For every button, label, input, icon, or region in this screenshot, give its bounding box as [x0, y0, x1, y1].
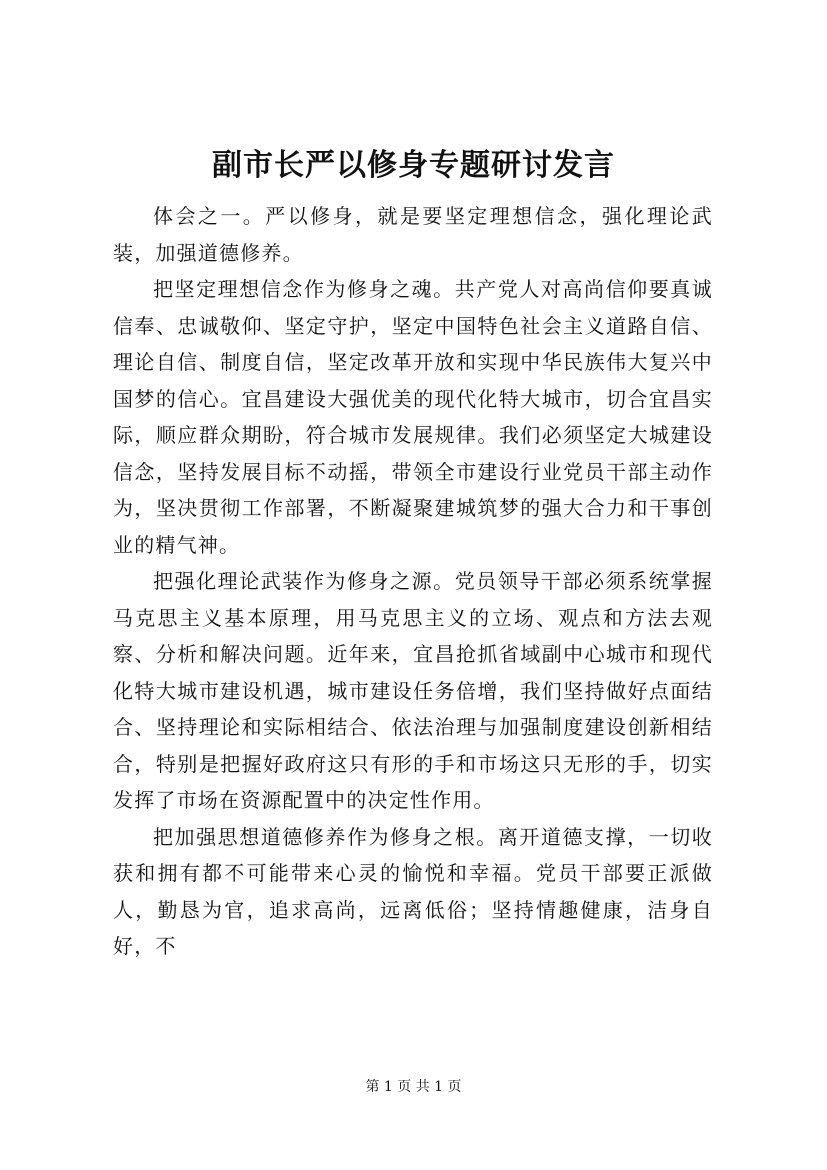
page-title: 副市长严以修身专题研讨发言: [212, 148, 615, 183]
paragraph-2: 把坚定理想信念作为修身之魂。共产党人对高尚信仰要真诚信奉、忠诚敬仰、坚定守护，坚定中国特色社会主义道路自信、理论自信、制度自信，坚定改革开放和实现中华民族伟大复兴中国梦的信心。宜昌建设大强优美的现代化特大城市，切合宜昌实际，顺应群众期盼，符合城市发展规律。我们必须坚定大城建设信念，坚持发展目标不动摇，带领全市建设行业党员干部主动作为，坚决贯彻工作部署，不断凝聚建城筑梦的强大合力和干事创业的精气神。: [113, 277, 713, 557]
paragraph-4: 把加强思想道德修养作为修身之根。离开道德支撑，一切收获和拥有都不可能带来心灵的愉悦和幸福。党员干部要正派做人，勤恳为官，追求高尚，远离低俗；坚持情趣健康，洁身自好，不: [113, 824, 713, 958]
document-body: [113, 198, 713, 965]
page-footer: 第 1 页 共 1 页: [365, 1079, 462, 1095]
paragraph-3: 把强化理论武装作为修身之源。党员领导干部必须系统掌握马克思主义基本原理，用马克思主义的立场、观点和方法去观察、分析和解决问题。近年来，宜昌抢抓省域副中心城市和现代化特大城市建设机遇，城市建设任务倍增，我们坚持做好点面结合、坚持理论和实际相结合、依法治理与加强制度建设创新相结合，特别是把握好政府这只有形的手和市场这只无形的手，切实发挥了市场在资源配置中的决定性作用。: [113, 569, 713, 812]
paragraph-1: 体会之一。严以修身，就是要坚定理想信念，强化理论武装，加强道德修养。: [113, 204, 713, 265]
